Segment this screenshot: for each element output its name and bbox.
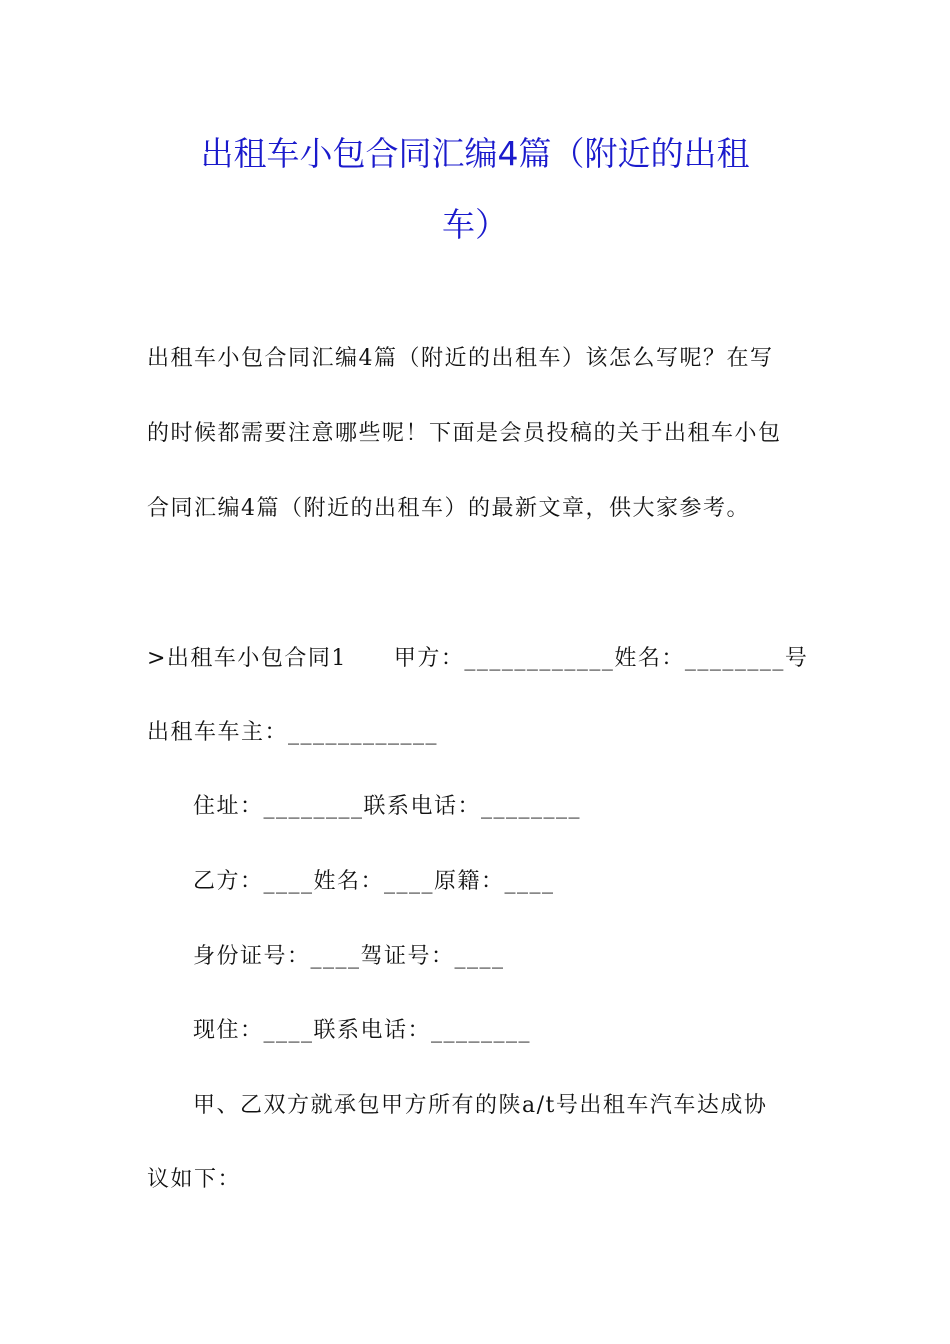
party-a-address-line: 住址：________联系电话：________ (193, 794, 582, 819)
party-b-residence-line: 现住：____联系电话：________ (193, 1018, 532, 1043)
party-b-name-line: 乙方：____姓名：____原籍：____ (193, 869, 555, 894)
intro-line-2: 的时候都需要注意哪些呢！下面是会员投稿的关于出租车小包 (147, 421, 782, 446)
contract-heading-line: >出租车小包合同1 甲方：____________姓名：________号 (147, 646, 809, 671)
document-title-line-2: 车） (442, 205, 508, 244)
intro-line-1: 出租车小包合同汇编4篇（附近的出租车）该怎么写呢？在写 (147, 346, 774, 371)
agreement-intro-line-cont: 议如下： (147, 1167, 242, 1192)
contract-owner-line: 出租车车主：____________ (147, 720, 439, 745)
agreement-intro-line: 甲、乙双方就承包甲方所有的陕a/t号出租车汽车达成协 (193, 1093, 768, 1118)
party-b-id-line: 身份证号：____驾证号：____ (193, 944, 505, 969)
intro-line-3: 合同汇编4篇（附近的出租车）的最新文章，供大家参考。 (147, 496, 750, 521)
document-title-line-1: 出租车小包合同汇编4篇（附近的出租 (200, 134, 750, 173)
